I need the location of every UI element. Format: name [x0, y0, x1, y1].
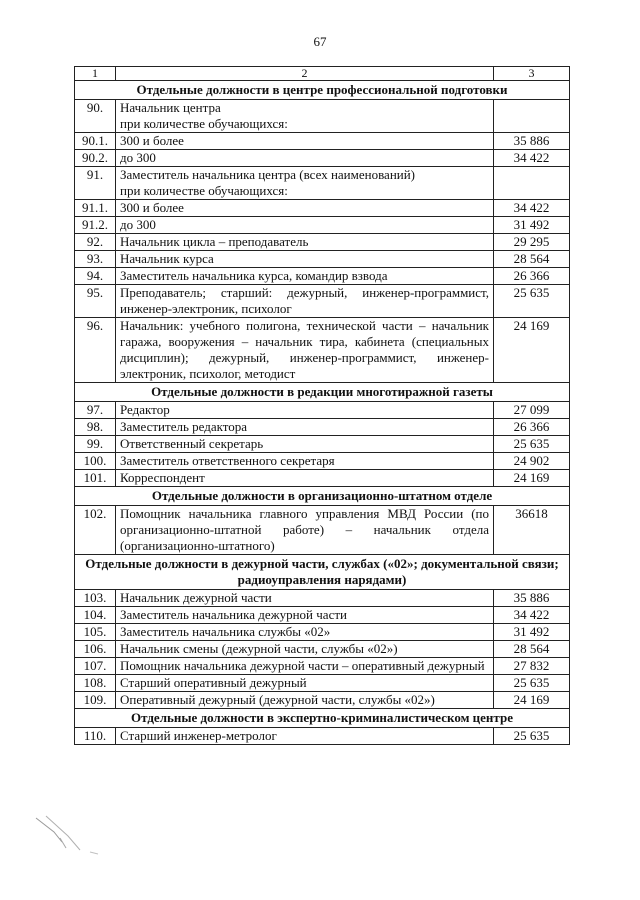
table-row	[75, 234, 570, 251]
pen-scribble-mark	[32, 812, 122, 862]
table-row	[75, 675, 570, 692]
position-name: до 300	[116, 217, 494, 234]
table-row	[75, 167, 570, 200]
salary-amount: 34 422	[494, 200, 570, 217]
row-number: 105.	[75, 624, 116, 641]
salary-amount: 25 635	[494, 728, 570, 745]
row-number: 92.	[75, 234, 116, 251]
salary-amount: 24 169	[494, 470, 570, 487]
salary-amount: 24 169	[494, 692, 570, 709]
row-number: 90.	[75, 100, 116, 133]
table-row	[75, 419, 570, 436]
salary-amount: 28 564	[494, 251, 570, 268]
position-name: 300 и более	[116, 200, 494, 217]
position-name: Начальник курса	[116, 251, 494, 268]
salary-amount: 36618	[494, 506, 570, 555]
section-title: Отдельные должности в редакции многотиражной газеты	[75, 383, 570, 402]
row-number: 98.	[75, 419, 116, 436]
section-header-row	[75, 709, 570, 728]
salary-amount: 31 492	[494, 217, 570, 234]
position-name: Заместитель ответственного секретаря	[116, 453, 494, 470]
salary-amount: 29 295	[494, 234, 570, 251]
table-row	[75, 100, 570, 133]
position-name: Старший оперативный дежурный	[116, 675, 494, 692]
row-number: 96.	[75, 318, 116, 383]
table-row	[75, 268, 570, 285]
table-row	[75, 251, 570, 268]
table-row	[75, 692, 570, 709]
row-number: 107.	[75, 658, 116, 675]
position-name: Начальник центра при количестве обучающихся:	[116, 100, 494, 133]
row-number: 110.	[75, 728, 116, 745]
row-number: 90.2.	[75, 150, 116, 167]
table-row	[75, 624, 570, 641]
position-name: Заместитель начальника курса, командир взвода	[116, 268, 494, 285]
table-row	[75, 506, 570, 555]
section-title: Отдельные должности в дежурной части, службах («02»; документальной связи; радиоуправления нарядами)	[75, 555, 570, 590]
section-header-row	[75, 555, 570, 590]
table-row	[75, 658, 570, 675]
position-name: Преподаватель; старший: дежурный, инженер-программист, инженер-электроник, психолог	[116, 285, 494, 318]
row-number: 95.	[75, 285, 116, 318]
table-row	[75, 217, 570, 234]
position-name: Заместитель начальника службы «02»	[116, 624, 494, 641]
row-number: 102.	[75, 506, 116, 555]
salary-amount: 28 564	[494, 641, 570, 658]
salary-amount: 24 902	[494, 453, 570, 470]
position-name: Начальник дежурной части	[116, 590, 494, 607]
section-header-row	[75, 487, 570, 506]
salary-amount: 35 886	[494, 590, 570, 607]
position-name: Оперативный дежурный (дежурной части, службы «02»)	[116, 692, 494, 709]
salary-amount: 26 366	[494, 268, 570, 285]
salary-table-body	[75, 67, 570, 745]
row-number: 109.	[75, 692, 116, 709]
section-title: Отдельные должности в экспертно-криминалистическом центре	[75, 709, 570, 728]
section-title: Отдельные должности в центре профессиональной подготовки	[75, 81, 570, 100]
row-number: 91.	[75, 167, 116, 200]
table-row	[75, 200, 570, 217]
table-row	[75, 641, 570, 658]
table-row	[75, 470, 570, 487]
position-name: Помощник начальника главного управления МВД России (по организационно-штатной работе) – начальник отдела (организационно-штатного)	[116, 506, 494, 555]
position-name: Старший инженер-метролог	[116, 728, 494, 745]
column-number-2: 2	[116, 67, 494, 81]
column-number-row	[75, 67, 570, 81]
salary-amount: 24 169	[494, 318, 570, 383]
row-number: 99.	[75, 436, 116, 453]
position-name: Помощник начальника дежурной части – оперативный дежурный	[116, 658, 494, 675]
salary-amount: 26 366	[494, 419, 570, 436]
table-row	[75, 436, 570, 453]
column-number-3: 3	[494, 67, 570, 81]
section-header-row	[75, 81, 570, 100]
row-number: 106.	[75, 641, 116, 658]
position-name: до 300	[116, 150, 494, 167]
section-title: Отдельные должности в организационно-штатном отделе	[75, 487, 570, 506]
table-row	[75, 133, 570, 150]
row-number: 91.1.	[75, 200, 116, 217]
position-name: Начальник смены (дежурной части, службы «02»)	[116, 641, 494, 658]
row-number: 108.	[75, 675, 116, 692]
row-number: 93.	[75, 251, 116, 268]
row-number: 97.	[75, 402, 116, 419]
salary-amount: 34 422	[494, 607, 570, 624]
table-row	[75, 607, 570, 624]
row-number: 100.	[75, 453, 116, 470]
row-number: 103.	[75, 590, 116, 607]
row-number: 94.	[75, 268, 116, 285]
table-row	[75, 728, 570, 745]
row-number: 91.2.	[75, 217, 116, 234]
row-number: 101.	[75, 470, 116, 487]
position-name: 300 и более	[116, 133, 494, 150]
column-number-1: 1	[75, 67, 116, 81]
row-number: 104.	[75, 607, 116, 624]
position-name: Корреспондент	[116, 470, 494, 487]
salary-amount: 25 635	[494, 675, 570, 692]
table-row	[75, 590, 570, 607]
salary-amount: 35 886	[494, 133, 570, 150]
salary-amount: 25 635	[494, 436, 570, 453]
position-name: Ответственный секретарь	[116, 436, 494, 453]
salary-amount: 27 099	[494, 402, 570, 419]
salary-amount: 34 422	[494, 150, 570, 167]
salary-amount: 31 492	[494, 624, 570, 641]
salary-amount: 27 832	[494, 658, 570, 675]
table-row	[75, 285, 570, 318]
position-name: Начальник цикла – преподаватель	[116, 234, 494, 251]
table-row	[75, 318, 570, 383]
section-header-row	[75, 383, 570, 402]
position-name: Заместитель начальника дежурной части	[116, 607, 494, 624]
position-name: Заместитель начальника центра (всех наименований) при количестве обучающихся:	[116, 167, 494, 200]
row-number: 90.1.	[75, 133, 116, 150]
salary-amount	[494, 100, 570, 133]
page-number: 67	[313, 34, 327, 49]
salary-amount	[494, 167, 570, 200]
salary-table	[74, 66, 570, 745]
table-row	[75, 150, 570, 167]
position-name: Начальник: учебного полигона, технической части – начальник гаража, вооружения – начальник тира, кабинета (специальных дисциплин); дежурный, инженер-программист, инженер-электроник, психолог, методист	[116, 318, 494, 383]
salary-amount: 25 635	[494, 285, 570, 318]
table-row	[75, 402, 570, 419]
position-name: Заместитель редактора	[116, 419, 494, 436]
table-row	[75, 453, 570, 470]
position-name: Редактор	[116, 402, 494, 419]
